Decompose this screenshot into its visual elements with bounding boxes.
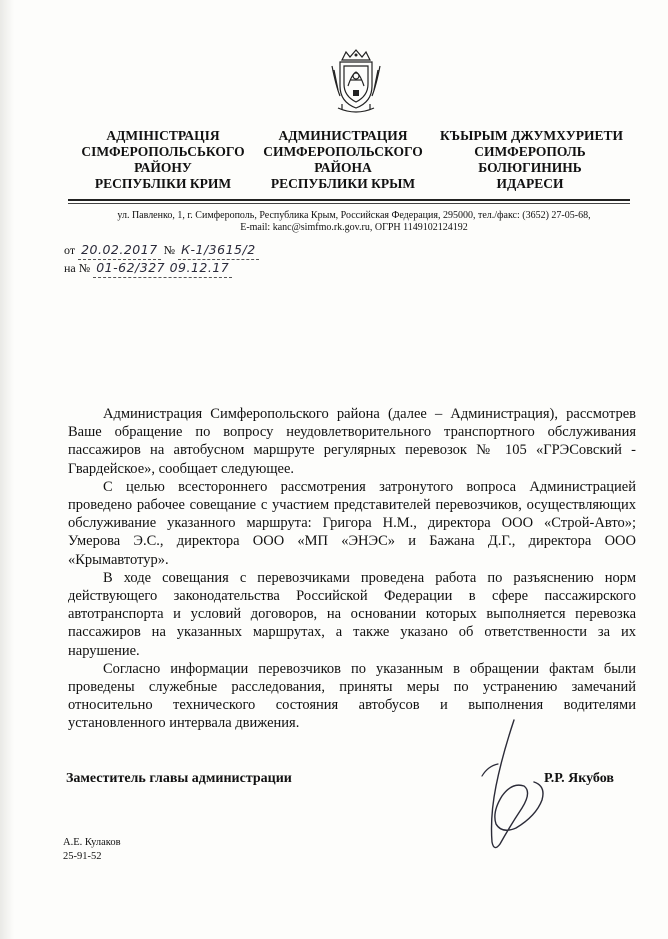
executor-phone: 25-91-52 [63,851,102,862]
header-ru-line: РЕСПУБЛИКИ КРЫМ [270,176,416,191]
header-crh-line: ИДАРЕСИ [496,176,564,191]
scan-shadow-edge [0,0,14,939]
coat-of-arms-emblem [328,46,384,116]
reply-label: на № [64,261,91,275]
number-label: № [163,243,176,257]
header-divider-thick [68,199,630,201]
executor-name: А.Е. Кулаков [63,837,121,848]
header-crimean-tatar [440,128,624,192]
body-paragraph: С целью всестороннего рассмотрения затронутого вопроса Администрацией проведено рабочее совещание с участием представителей перевозчиков, осуществляющих обслуживание указанного маршрута: Григора Н.М., директора ООО «Строй-Авто»; Умерова Э.С., директора ООО «МП «ЭНЭС» и Бажана Д.Г., директора ООО «Крымавтотур». [68,478,636,568]
header-divider-thin [68,203,630,204]
address-email-line: E-mail: kanc@simfmo.rk.gov.ru, ОГРН 1149102124192 [240,222,468,233]
header-ua-line: РЕСПУБЛІКИ КРИМ [94,176,232,191]
handwritten-signature [452,716,548,854]
body-paragraph: Согласно информации перевозчиков по указанным в обращении фактам были проведены служебные расследования, приняты меры по устранению замечаний относительно технического состояния автобусов и выполнения водителями установленного интервала движения. [68,660,636,732]
body-paragraph: Администрация Симферопольского района (далее – Администрация), рассмотрев Ваше обращение по вопросу неудовлетворительного транспортного обслуживания пассажиров на автобусном маршруте регулярных перевозок № 105 «ГРЭСовский - Гвардейское», сообщает следующее. [68,406,636,477]
header-ua-line: АДМІНІСТРАЦІЯ [106,128,220,143]
signer-name: Р.Р. Якубов [544,771,614,786]
header-ru-line: РАЙОНА [314,160,372,175]
contact-address [74,210,634,234]
executor-info [63,836,121,864]
address-line: ул. Павленко, 1, г. Симферополь, Республика Крым, Российская Федерация, 295000, тел./факс: (3652) 27-05-68, [117,210,591,221]
outgoing-date: 20.02.2017 [78,241,161,260]
header-ua-line: СІМФЕРОПОЛЬСЬКОГО [81,144,245,159]
signer-position: Заместитель главы администрации [66,771,292,786]
outgoing-number: К-1/3615/2 [178,241,259,260]
header-ru-line: СИМФЕРОПОЛЬСКОГО [263,144,423,159]
incoming-reference [64,259,232,277]
letter-body [68,405,636,733]
header-crh-line: БОЛЮГИНИНЬ [478,160,582,175]
header-ru-line: АДМИНИСТРАЦИЯ [278,128,408,143]
incoming-number: 01-62/327 09.12.17 [93,259,232,278]
header-crh-line: СИМФЕРОПОЛЬ [474,144,586,159]
header-ua-line: РАЙОНУ [134,160,192,175]
body-paragraph: В ходе совещания с перевозчиками проведена работа по разъяснению норм действующего законодательства Российской Федерации в сфере пассажирского автотранспорта и условий договоров, на основании которых выполняется перевозка пассажиров на указанных маршрутах, а также указано об ответственности за их нарушение. [68,569,636,659]
header-crh-line: КЪЫРЫМ ДЖУМХУРИЕТИ [440,128,624,143]
from-label: от [64,243,76,257]
outgoing-reference [64,241,259,259]
header-russian [253,128,433,192]
header-ukrainian [73,128,253,192]
